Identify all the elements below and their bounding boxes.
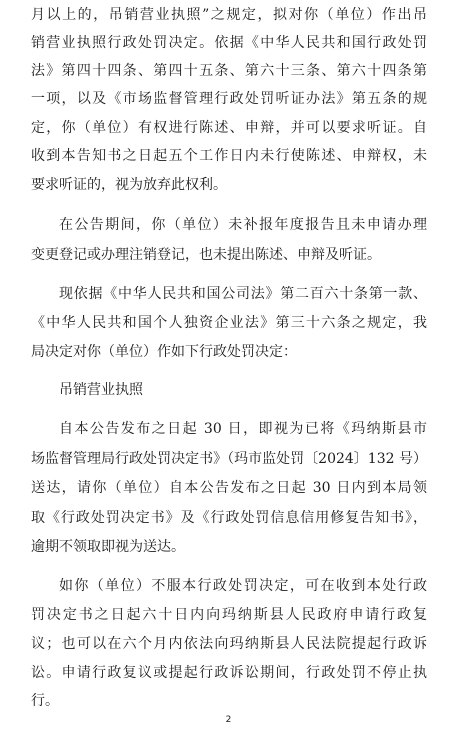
paragraph-1-line-6: 收到本告知书之日起五个工作日内未行使陈述、申辩权，未 <box>31 148 427 164</box>
paragraph-5-line-1: 自本公告发布之日起 30 日，即视为已将《玛纳斯县市 <box>59 421 427 437</box>
paragraph-1-line-2: 销营业执照行政处罚决定。依据《中华人民共和国行政处罚 <box>31 35 427 51</box>
page-number: 2 <box>225 715 232 725</box>
paragraph-1-line-7: 要求听证的，视为放弃此权利。 <box>31 177 227 193</box>
paragraph-1-line-5: 定，你（单位）有权进行陈述、申辩，并可以要求听证。自 <box>31 120 427 136</box>
paragraph-5-line-3: 送达，请你（单位）自本公告发布之日起 30 日内到本局领 <box>31 480 427 496</box>
paragraph-6-line-2: 罚决定书之日起六十日内向玛纳斯县人民政府申请行政复 <box>31 607 427 623</box>
penalty-decision-item: 吊销营业执照 <box>59 382 143 398</box>
paragraph-6-line-3: 议；也可以在六个月内依法向玛纳斯县人民法院提起行政诉 <box>31 636 427 652</box>
paragraph-6-line-1: 如你（单位）不服本行政处罚决定，可在收到本处行政 <box>59 578 427 594</box>
paragraph-5-line-5: 逾期不领取即视为送达。 <box>31 539 185 555</box>
paragraph-2-line-2: 变更登记或办理注销登记，也未提出陈述、申辩及听证。 <box>31 247 381 263</box>
paragraph-1-line-3: 法》第四十四条、第四十五条、第六十三条、第六十四条第 <box>31 63 427 79</box>
paragraph-2-line-1: 在公告期间，你（单位）未补报年度报告且未申请办理 <box>59 217 427 233</box>
paragraph-5-line-4: 取《行政处罚决定书》及《行政处罚信息信用修复告知书》， <box>31 510 427 526</box>
paragraph-6-line-4: 讼。申请行政复议或提起行政诉讼期间，行政处罚不停止执 <box>31 665 427 681</box>
paragraph-6-line-5: 行。 <box>31 693 59 709</box>
paragraph-3-line-2: 《中华人民共和国个人独资企业法》第三十六条之规定，我 <box>31 315 427 331</box>
paragraph-3-line-1: 现依据《中华人民共和国公司法》第二百六十条第一款、 <box>59 286 427 302</box>
paragraph-3-line-3: 局决定对你（单位）作如下行政处罚决定： <box>31 344 297 360</box>
paragraph-1-line-4: 一项，以及《市场监督管理行政处罚听证办法》第五条的规 <box>31 91 427 107</box>
paragraph-5-line-2: 场监督管理局行政处罚决定书》（玛市监处罚〔2024〕132 号） <box>31 451 427 467</box>
paragraph-1-line-1: 月以上的，吊销营业执照”之规定，拟对你（单位）作出吊 <box>31 7 427 23</box>
